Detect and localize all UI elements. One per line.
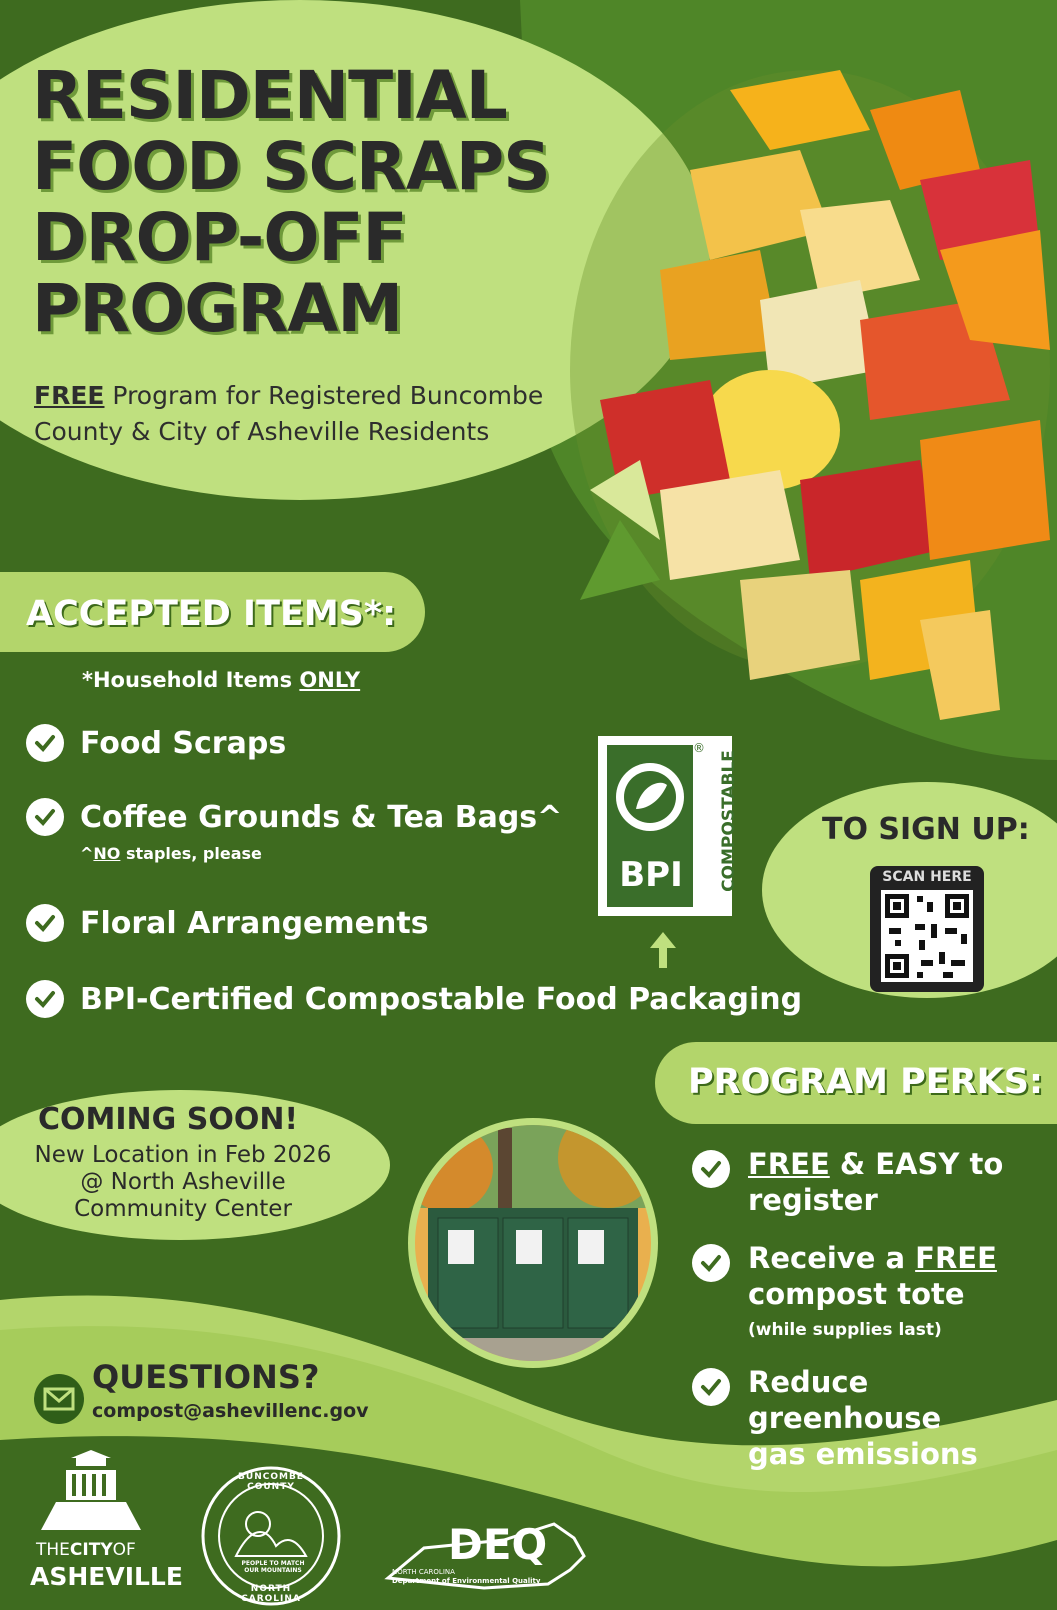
perk-free: FREE	[915, 1241, 997, 1275]
perk-text	[748, 1240, 1057, 1348]
bpi-logo	[598, 736, 739, 916]
accepted-item-label: Floral Arrangements	[80, 905, 429, 941]
coming-soon-line: @ North Asheville	[80, 1169, 286, 1195]
check-icon	[692, 1368, 730, 1406]
subtitle-line-1-rest: Program for Registered Buncombe	[104, 381, 544, 410]
perk-line: greenhouse	[748, 1401, 942, 1435]
signup-title: TO SIGN UP:	[822, 812, 1030, 847]
deq-dept: Department of Environmental Quality	[392, 1577, 541, 1585]
perk-line-rest: & EASY to	[829, 1147, 1004, 1181]
check-icon	[26, 980, 64, 1018]
perk-line: gas emissions	[748, 1437, 978, 1471]
accepted-items-title: ACCEPTED ITEMS*:	[26, 594, 397, 634]
perk-line	[748, 1146, 1057, 1182]
scan-here-label: SCAN HERE	[882, 869, 972, 885]
accepted-item-label: Coffee Grounds & Tea Bags^	[80, 799, 563, 835]
seal-top-text: BUNCOMBE COUNTY	[238, 1472, 304, 1492]
title-line: DROP-OFF	[32, 199, 407, 276]
mail-icon	[34, 1374, 84, 1424]
registered-mark: ®	[693, 741, 705, 755]
city-logo-the: THE	[36, 1540, 70, 1560]
contact-email-link[interactable]: compost@ashevillenc.gov	[92, 1400, 369, 1422]
bpi-side-label: COMPOSTABLE	[719, 750, 739, 892]
perk-line: compost tote	[748, 1277, 965, 1311]
accepted-item	[26, 724, 286, 762]
city-logo-name: ASHEVILLE	[30, 1562, 183, 1591]
perk-line	[748, 1240, 1057, 1276]
household-note-text: *Household Items	[82, 668, 300, 692]
subtitle	[34, 378, 594, 450]
title-line: RESIDENTIAL	[32, 57, 507, 134]
accepted-item	[26, 904, 429, 942]
seal-bottom-text: NORTH CAROLINA	[241, 1584, 301, 1604]
program-perks-title: PROGRAM PERKS:	[688, 1062, 1043, 1102]
deq-state: NORTH CAROLINA	[392, 1568, 455, 1576]
perk-line: Reduce	[748, 1365, 869, 1399]
perk-line: register	[748, 1183, 878, 1217]
coffee-note	[80, 844, 262, 863]
subtitle-line-1	[34, 378, 594, 414]
arrow-up-icon	[648, 930, 678, 970]
seal-banner-text: PEOPLE TO MATCH OUR MOUNTAINS	[241, 1560, 305, 1574]
household-only: ONLY	[299, 668, 361, 692]
city-logo-of: OF	[112, 1540, 136, 1560]
dropoff-bins-photo	[408, 1118, 658, 1368]
check-icon	[26, 724, 64, 762]
bpi-main-label: BPI	[619, 855, 683, 895]
page-title	[32, 57, 632, 347]
city-hall-icon	[36, 1450, 146, 1534]
coming-soon-line: New Location in Feb 2026	[34, 1142, 332, 1168]
coming-soon-line: Community Center	[74, 1196, 292, 1222]
questions-title: QUESTIONS?	[92, 1358, 320, 1396]
perk-free: FREE	[748, 1147, 830, 1181]
coming-soon-text	[18, 1142, 348, 1223]
title-line: FOOD SCRAPS	[32, 128, 550, 205]
perk-note: (while supplies last)	[748, 1320, 942, 1340]
deq-logo: DEQ	[448, 1520, 548, 1569]
accepted-item	[26, 798, 562, 836]
accepted-item-label: BPI-Certified Compostable Food Packaging	[80, 981, 803, 1017]
perk-prefix: Receive a	[748, 1241, 916, 1275]
perk-text	[748, 1146, 1057, 1218]
coffee-note-no: NO	[93, 844, 121, 863]
perk-text	[748, 1364, 1057, 1472]
qr-code-icon[interactable]	[881, 890, 973, 982]
accepted-item	[26, 980, 802, 1018]
title-line: PROGRAM	[32, 270, 403, 347]
household-note	[82, 668, 360, 692]
accepted-item-label: Food Scraps	[80, 725, 287, 761]
check-icon	[26, 904, 64, 942]
check-icon	[26, 798, 64, 836]
check-icon	[692, 1244, 730, 1282]
coffee-note-rest: staples, please	[120, 844, 262, 863]
city-logo-top	[36, 1540, 136, 1560]
coming-soon-title: COMING SOON!	[38, 1102, 299, 1137]
city-logo-city: CITY	[69, 1540, 113, 1560]
check-icon	[692, 1150, 730, 1188]
coffee-note-prefix: ^	[80, 844, 94, 863]
subtitle-free: FREE	[34, 381, 105, 410]
subtitle-line-2: County & City of Asheville Residents	[34, 417, 490, 446]
